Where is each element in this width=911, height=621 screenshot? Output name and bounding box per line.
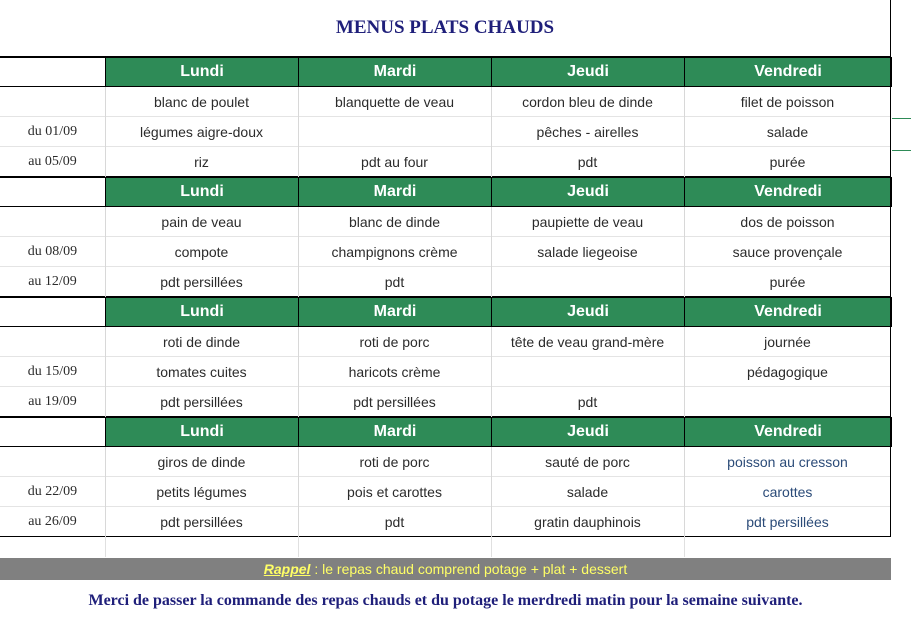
menu-cell-jeudi[interactable]: salade [491,477,684,507]
menu-cell-vendredi[interactable]: salade [684,117,891,147]
menu-cell-vendredi[interactable]: dos de poisson [684,207,891,237]
column-separator [298,87,299,177]
column-separator [298,327,299,417]
column-separator [491,207,492,297]
column-separator [105,207,106,297]
week-block [0,297,891,417]
day-header-mardi[interactable]: Mardi [298,417,492,447]
empty-row [0,537,891,557]
week-block [0,57,891,177]
menu-cell-jeudi[interactable]: tête de veau grand-mère [491,327,684,357]
date-cell[interactable] [0,327,105,357]
day-header-vendredi[interactable]: Vendredi [684,177,892,207]
menu-cell-vendredi[interactable]: purée [684,147,891,177]
column-separator [298,207,299,297]
menu-cell-vendredi[interactable] [684,387,891,417]
menu-cell-jeudi[interactable]: gratin dauphinois [491,507,684,537]
date-cell[interactable]: du 08/09 [0,237,105,267]
menu-cell-lundi[interactable]: compote [105,237,298,267]
menu-cell-vendredi[interactable]: purée [684,267,891,297]
menu-cell-lundi[interactable]: légumes aigre-doux [105,117,298,147]
menu-cell-mardi[interactable]: pdt au four [298,147,491,177]
menu-cell-lundi[interactable]: pdt persillées [105,507,298,537]
day-header-vendredi[interactable]: Vendredi [684,297,892,327]
day-header-mardi[interactable]: Mardi [298,177,492,207]
day-header-lundi[interactable]: Lundi [105,177,299,207]
column-separator [684,207,685,297]
date-cell[interactable] [0,447,105,477]
menu-cell-mardi[interactable]: haricots crème [298,357,491,387]
menu-cell-mardi[interactable]: roti de porc [298,327,491,357]
table-right-border [890,57,891,177]
date-cell[interactable]: au 26/09 [0,507,105,537]
day-header-mardi[interactable]: Mardi [298,57,492,87]
day-header-vendredi[interactable]: Vendredi [684,417,892,447]
menu-cell-mardi[interactable]: pdt persillées [298,387,491,417]
day-header-jeudi[interactable]: Jeudi [491,177,685,207]
header-blank-cell[interactable] [0,57,105,87]
date-cell[interactable]: du 15/09 [0,357,105,387]
menu-cell-lundi[interactable]: tomates cuites [105,357,298,387]
order-notice: Merci de passer la commande des repas chauds et du potage le merdredi matin pour la semaine suivante. [88,592,803,609]
day-header-jeudi[interactable]: Jeudi [491,417,685,447]
menu-cell-mardi[interactable]: pdt [298,267,491,297]
header-blank-cell[interactable] [0,297,105,327]
menu-cell-lundi[interactable]: pdt persillées [105,267,298,297]
day-header-jeudi[interactable]: Jeudi [491,57,685,87]
column-separator [491,87,492,177]
menu-cell-lundi[interactable]: giros de dinde [105,447,298,477]
column-separator [105,87,106,177]
date-cell[interactable]: du 01/09 [0,117,105,147]
date-cell[interactable]: au 19/09 [0,387,105,417]
column-separator [105,447,106,537]
menu-cell-lundi[interactable]: blanc de poulet [105,87,298,117]
menu-cell-lundi[interactable]: roti de dinde [105,327,298,357]
table-right-border [890,177,891,297]
week-block [0,177,891,297]
menu-cell-jeudi[interactable]: salade liegeoise [491,237,684,267]
menu-cell-mardi[interactable]: pois et carottes [298,477,491,507]
date-cell[interactable]: du 22/09 [0,477,105,507]
day-header-vendredi[interactable]: Vendredi [684,57,892,87]
menu-cell-jeudi[interactable]: cordon bleu de dinde [491,87,684,117]
menu-cell-mardi[interactable]: roti de porc [298,447,491,477]
menu-cell-vendredi[interactable]: carottes [684,477,891,507]
day-header-mardi[interactable]: Mardi [298,297,492,327]
menu-cell-mardi[interactable]: champignons crème [298,237,491,267]
day-header-lundi[interactable]: Lundi [105,417,299,447]
table-right-border [890,297,891,417]
rappel-colon: : [310,561,323,577]
menu-cell-jeudi[interactable] [491,267,684,297]
column-separator [684,87,685,177]
menu-cell-jeudi[interactable]: sauté de porc [491,447,684,477]
menu-cell-jeudi[interactable]: paupiette de veau [491,207,684,237]
menu-cell-mardi[interactable] [298,117,491,147]
date-cell[interactable]: au 12/09 [0,267,105,297]
week-block [0,417,891,537]
day-header-jeudi[interactable]: Jeudi [491,297,685,327]
menu-cell-lundi[interactable]: riz [105,147,298,177]
menu-cell-mardi[interactable]: pdt [298,507,491,537]
menu-cell-jeudi[interactable]: pdt [491,387,684,417]
menu-cell-vendredi[interactable]: filet de poisson [684,87,891,117]
menu-cell-jeudi[interactable] [491,357,684,387]
menu-cell-lundi[interactable]: pain de veau [105,207,298,237]
day-header-lundi[interactable]: Lundi [105,297,299,327]
menu-cell-mardi[interactable]: blanc de dinde [298,207,491,237]
menu-cell-lundi[interactable]: petits légumes [105,477,298,507]
menu-cell-vendredi[interactable]: journée [684,327,891,357]
day-header-lundi[interactable]: Lundi [105,57,299,87]
menu-cell-vendredi[interactable]: sauce provençale [684,237,891,267]
menu-cell-vendredi[interactable]: poisson au cresson [684,447,891,477]
column-separator [491,447,492,537]
table-right-border [890,417,891,537]
column-separator [105,327,106,417]
menu-cell-mardi[interactable]: blanquette de veau [298,87,491,117]
menu-cell-jeudi[interactable]: pdt [491,147,684,177]
date-cell[interactable]: au 05/09 [0,147,105,177]
page-title: MENUS PLATS CHAUDS [0,0,890,57]
column-separator [684,327,685,417]
menu-cell-vendredi[interactable]: pédagogique [684,357,891,387]
rappel-label: Rappel [263,561,311,577]
date-cell[interactable] [0,87,105,117]
header-blank-cell[interactable] [0,177,105,207]
selected-cell-marker[interactable] [892,118,911,151]
column-separator [491,327,492,417]
header-blank-cell[interactable] [0,417,105,447]
menu-cell-vendredi[interactable]: pdt persillées [684,507,891,537]
date-cell[interactable] [0,207,105,237]
menu-cell-lundi[interactable]: pdt persillées [105,387,298,417]
rappel-banner [0,558,891,580]
column-separator [298,447,299,537]
column-separator [684,447,685,537]
menu-cell-jeudi[interactable]: pêches - airelles [491,117,684,147]
rappel-text: le repas chaud comprend potage + plat + dessert [322,561,628,577]
